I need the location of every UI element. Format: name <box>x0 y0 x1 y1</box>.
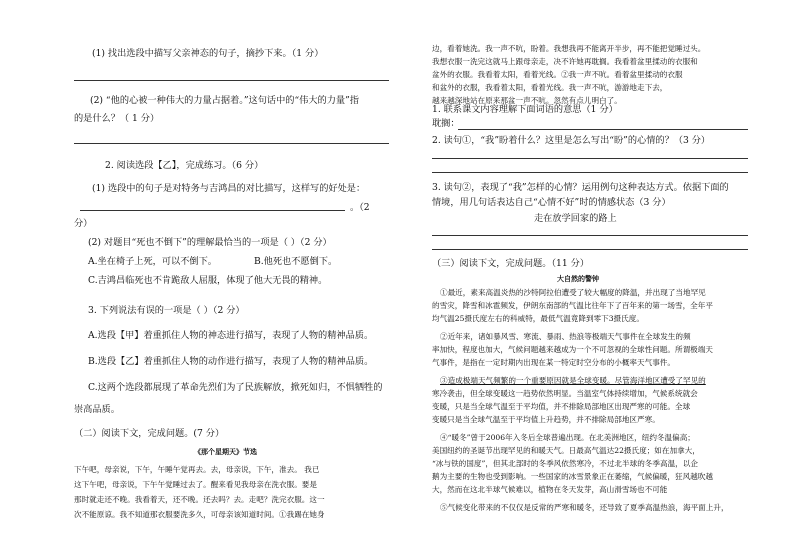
question-1: (1) 找出选段中描写父亲神态的句子，摘抄下来。（1 分） <box>92 48 324 59</box>
s2-question-1-cont: 分） <box>74 218 93 229</box>
s3-option-c-cont: 崇高品质。 <box>74 404 120 415</box>
passage-3-line: 均气温25摄氏度左右的科威特，最低气温竟降到零下3摄氏度。 <box>432 314 644 323</box>
answer-line[interactable] <box>432 172 748 173</box>
answer-line[interactable] <box>432 249 748 250</box>
option-a: A.坐在椅子上死，可以不倒下。 <box>88 256 217 267</box>
passage-2-line: 这下午吧，母亲说，下午午觉睡过去了。醒来看见我母亲在洗衣服。要是 <box>74 480 317 489</box>
passage-3-line: 美国纽约的圣诞节出现罕见的和暖天气。日最高气温达22摄氏度；如在加拿大， <box>432 446 700 455</box>
answer-line[interactable] <box>74 80 389 81</box>
passage-3-line: 鹅为主要的生物也受到影响。一些国家的冰雪景象正在萎缩，气候偏暖，狂风越吹越 <box>432 472 713 481</box>
s3-option-b: B.选段【乙】着重抓住人物的动作进行描写，表现了人物的精神品质。 <box>88 356 374 367</box>
passage-2-line: 我想衣服一洗完这就马上跟母亲走，决不许她再耽搁。我看着盆里揉动的衣服和 <box>432 57 698 66</box>
passage-2-line: 和盆外的衣服，我看着太阳，看着光线。我一声不吭，游游地走下去， <box>432 83 668 92</box>
question-r1-word: 耽搁： <box>432 118 460 129</box>
s2-question-2: (2) 对题目“死也不倒下”的理解最恰当的一项是（ ）（2 分） <box>88 237 332 248</box>
passage-3-line: ⑤气候变化带来的不仅仅是反常的严寒和暖冬，还导致了夏季高温热浪，海平面上升， <box>440 503 729 512</box>
passage-2-line: 盆外的衣服。我看着太阳，看着光线。②我一声不吭。看着盆里揉动的衣服 <box>432 70 683 79</box>
section-3-heading: 3. 下列说法有误的一项是（ ）（2 分） <box>88 305 245 316</box>
question-2-cont: 的是什么？（ 1 分） <box>74 113 160 124</box>
answer-line[interactable] <box>80 210 345 211</box>
passage-2-line: 边，看着她洗。我一声不吭，盼着。我想我再不能离开半步，再不能把觉睡过头。 <box>432 44 706 53</box>
passage-2-line: 下午吧，母亲说，下午，午睡午觉再去。去，母亲说，下午，准去。 我已 <box>74 465 320 474</box>
part-3-heading: （三）阅读下文，完成问题。（11 分） <box>432 258 590 269</box>
question-r1: 1. 联系课文内容理解下面词语的意思（1 分） <box>432 104 618 115</box>
answer-line[interactable] <box>432 158 748 159</box>
passage-3-line: “冰与铁的国度”，但其北部时的冬季风依然寒冷，不过北半球的冬季高温，以企 <box>432 459 698 468</box>
passage-3-line: 变暖只是当全球气温至于平均值上升趋势，并不排除局部地区严寒。 <box>432 415 660 424</box>
answer-line[interactable] <box>432 235 748 236</box>
option-b: B.他死也不愿倒下。 <box>254 256 338 267</box>
passage-3-line: 率加快，程度也加大，气候问题越来越成为一个不可忽视的全球性问题。所谓极端天 <box>432 345 713 354</box>
passage-3-line: ①最近，素来高温炎热的沙特阿拉伯遭受了较大幅度的降温，并出现了当地罕见 <box>440 288 706 297</box>
s2-question-1-end: 。（2 <box>350 202 370 213</box>
passage-3-line: ④“暖冬”曾于2006年入冬后全球普遍出现。在北美洲地区，纽约冬温偏高； <box>440 433 695 442</box>
question-2: (2) “他的心被一种伟大的力量占据着。”这句话中的“伟大的力量”指 <box>90 95 359 106</box>
answer-line[interactable] <box>74 143 389 144</box>
passage-3-line: 的雪灾，降雪和冰雹频发，伊朗东南部的气温比往年下了百年来的第一场雪，全年平 <box>432 301 713 310</box>
s3-option-a: A.选段【甲】着重抓住人物的神态进行描写，表现了人物的精神品质。 <box>88 330 374 341</box>
passage-3-line: 气事件，是指在一定时期内出现在某一特定时空分布的小概率天气事件。 <box>432 358 675 367</box>
part-2-heading: （二）阅读下文，完成问题。(7 分） <box>74 428 225 439</box>
passage-2-title: 《那个星期天》节选 <box>194 447 257 456</box>
passage-3-line: ②近年来，诸如暴风雪、寒流、暴雨、热浪等极端天气事件在全球发生的频 <box>440 332 691 341</box>
passage-2-line: 越来越深地站在原来那盆一声不吭。忽然有点儿明白了。 <box>432 96 622 105</box>
answer-line[interactable] <box>458 129 748 130</box>
question-r3-cont: 情境，用几句话表达自己“心情不好”时的情感状态（3 分） <box>432 197 671 208</box>
prompt-context: 走在放学回家的路上 <box>534 213 617 224</box>
option-c: C.吉鸿昌临死也不肯跪敌人屈服，体现了他大无畏的精神。 <box>88 275 328 286</box>
passage-3-line: ③造成极端天气频繁的一个重要原因就是全球变暖。尽管海洋地区遭受了罕见的 <box>440 376 706 385</box>
passage-3-line: 大，然而在这北半球气候难以，植物在冬天发芽，高山滑雪场也不可能 <box>432 485 668 494</box>
s3-option-c: C.这两个选段都展现了革命先烈们为了民族解放，掀死如归，不惧牺牲的 <box>88 382 383 393</box>
question-r3: 3. 读句②，表现了“我”怎样的心情？运用例句这种表达方式。依据下面的 <box>432 182 729 193</box>
passage-3-title: 大自然的警钟 <box>557 274 599 283</box>
question-r2: 2. 读句①，“我”盼着什么？这里是怎么写出“盼”的心情的？（3 分） <box>432 135 711 146</box>
passage-2-line: 那时就走还不晚。我看着天，还不晚。还去吗？去。走吧？洗完衣服。这一 <box>74 495 325 504</box>
section-2-heading: 2. 阅读选段【乙】，完成练习。（6 分） <box>105 160 264 171</box>
passage-3-line: 寒冷袭击，但全球变暖这一趋势依然明显。当温室气体持续增加，气候系统就会 <box>432 389 698 398</box>
s2-question-1: (1) 选段中的句子是对特务与吉鸿昌的对比描写，这样写的好处是： <box>92 183 366 194</box>
passage-3-line: 变暖，只是当全球气温至于平均值，并不排除局部地区出现严寒的可能。全球 <box>432 402 691 411</box>
passage-2-line: 次不能原谅。我不知道那衣服要洗多久，可母亲该知道时间。①我踢在她身 <box>74 510 325 519</box>
